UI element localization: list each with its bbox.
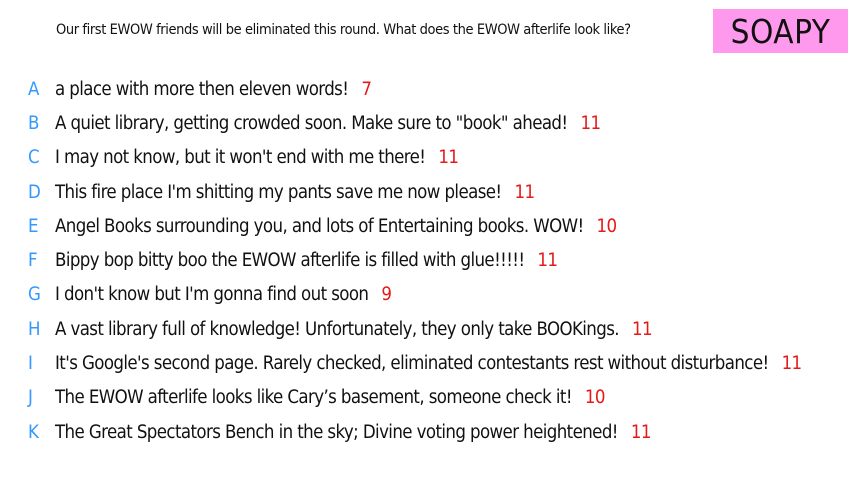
response-text: A quiet library, getting crowded soon. Make sure to "book" ahead! [55, 112, 568, 134]
response-letter: H [28, 318, 40, 340]
response-letter: F [28, 250, 37, 272]
response-text: Angel Books surrounding you, and lots of Entertaining books. WOW! [55, 215, 584, 237]
response-letter: J [28, 387, 33, 409]
word-count: 10 [596, 215, 617, 237]
word-count: 11 [580, 112, 601, 134]
word-count: 9 [381, 284, 392, 306]
response-text: I don't know but I'm gonna find out soon [55, 284, 369, 306]
response-text: A vast library full of knowledge! Unfortunately, they only take BOOKings. [55, 318, 619, 340]
response-list [28, 72, 802, 449]
response-row-j [28, 381, 802, 415]
response-text: The EWOW afterlife looks like Cary’s basement, someone check it! [55, 387, 572, 409]
response-row-k [28, 415, 802, 449]
word-count: 11 [781, 353, 802, 375]
prompt-text: Our first EWOW friends will be eliminated this round. What does the EWOW afterlife look like? [56, 22, 631, 38]
response-letter: D [28, 181, 41, 203]
response-text: Bippy bop bitty boo the EWOW afterlife is filled with glue!!!!! [55, 250, 525, 272]
word-count: 11 [514, 181, 535, 203]
response-row-h [28, 312, 802, 346]
response-row-i [28, 346, 802, 380]
response-text: It's Google's second page. Rarely checked, eliminated contestants rest without disturbance! [55, 353, 769, 375]
response-row-b [28, 106, 802, 140]
contestant-badge [713, 9, 848, 53]
response-text: The Great Spectators Bench in the sky; Divine voting power heightened! [55, 421, 618, 443]
word-count: 11 [630, 421, 651, 443]
response-row-f [28, 243, 802, 277]
response-letter: G [28, 284, 41, 306]
word-count: 11 [631, 318, 652, 340]
response-text: I may not know, but it won't end with me there! [55, 147, 426, 169]
response-letter: A [28, 78, 39, 100]
response-letter: K [28, 421, 39, 443]
response-row-c [28, 141, 802, 175]
word-count: 11 [537, 250, 558, 272]
response-row-a [28, 72, 802, 106]
response-letter: B [28, 112, 39, 134]
word-count: 7 [361, 78, 372, 100]
response-letter: C [28, 147, 40, 169]
response-letter: I [28, 353, 33, 375]
contestant-name: SOAPY [730, 11, 831, 51]
word-count: 10 [584, 387, 605, 409]
response-letter: E [28, 215, 38, 237]
response-text: a place with more then eleven words! [55, 78, 349, 100]
response-row-d [28, 175, 802, 209]
response-row-g [28, 278, 802, 312]
response-text: This fire place I'm shitting my pants save me now please! [55, 181, 502, 203]
word-count: 11 [438, 147, 459, 169]
response-row-e [28, 209, 802, 243]
